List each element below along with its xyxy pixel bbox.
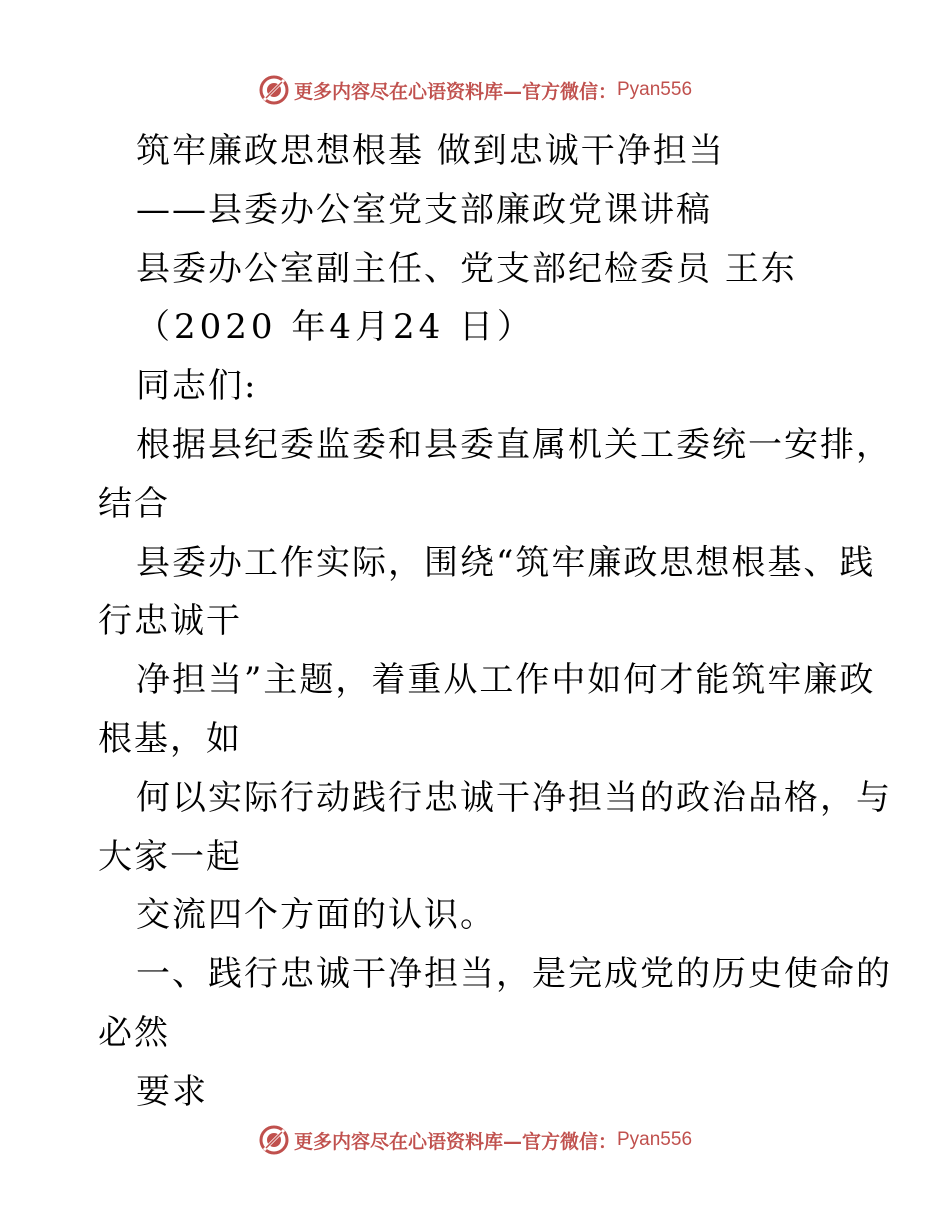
logo-pen-icon [258, 1124, 290, 1156]
paragraph-line: 县委办工作实际，围绕“筑牢廉政思想根基、践 [136, 542, 876, 583]
paragraph-line: 必然 [98, 1012, 170, 1053]
paragraph-line: 大家一起 [98, 836, 242, 877]
paragraph-line: 根据县纪委监委和县委直属机关工委统一安排， [136, 424, 892, 465]
paragraph-line: 根基，如 [98, 718, 242, 759]
document-subtitle: ——县委办公室党支部廉政党课讲稿 [136, 189, 712, 230]
document-title: 筑牢廉政思想根基 做到忠诚干净担当 [136, 131, 725, 171]
paragraph-line: 行忠诚干 [98, 601, 242, 642]
watermark-brand: Pyan556 [617, 1129, 693, 1150]
paragraph-line: 何以实际行动践行忠诚干净担当的政治品格，与 [136, 777, 892, 818]
watermark-text: 更多内容尽在心语资料库—官方微信： [293, 1130, 617, 1153]
paragraph-line: 一、践行忠诚干净担当，是完成党的历史使命的 [136, 954, 892, 995]
watermark-group [258, 1124, 692, 1156]
header-watermark [0, 70, 950, 110]
document-author: 县委办公室副主任、党支部纪检委员 王东 [136, 248, 797, 289]
watermark-brand: Pyan556 [617, 79, 693, 100]
paragraph-line: 结合 [98, 483, 170, 524]
paragraph-line: 交流四个方面的认识。 [136, 895, 496, 936]
document-salutation: 同志们: [136, 366, 258, 407]
document-body [98, 122, 892, 1122]
document-date: （2020 年4月24 日） [136, 307, 536, 348]
paragraph-line: 净担当”主题，着重从工作中如何才能筑牢廉政 [136, 660, 876, 701]
paragraph-line: 要求 [136, 1071, 208, 1112]
paragraph-lines [98, 416, 892, 1122]
watermark-group [258, 74, 692, 106]
watermark-text: 更多内容尽在心语资料库—官方微信： [293, 80, 617, 103]
footer-watermark [0, 1120, 950, 1160]
logo-pen-icon [258, 74, 290, 106]
